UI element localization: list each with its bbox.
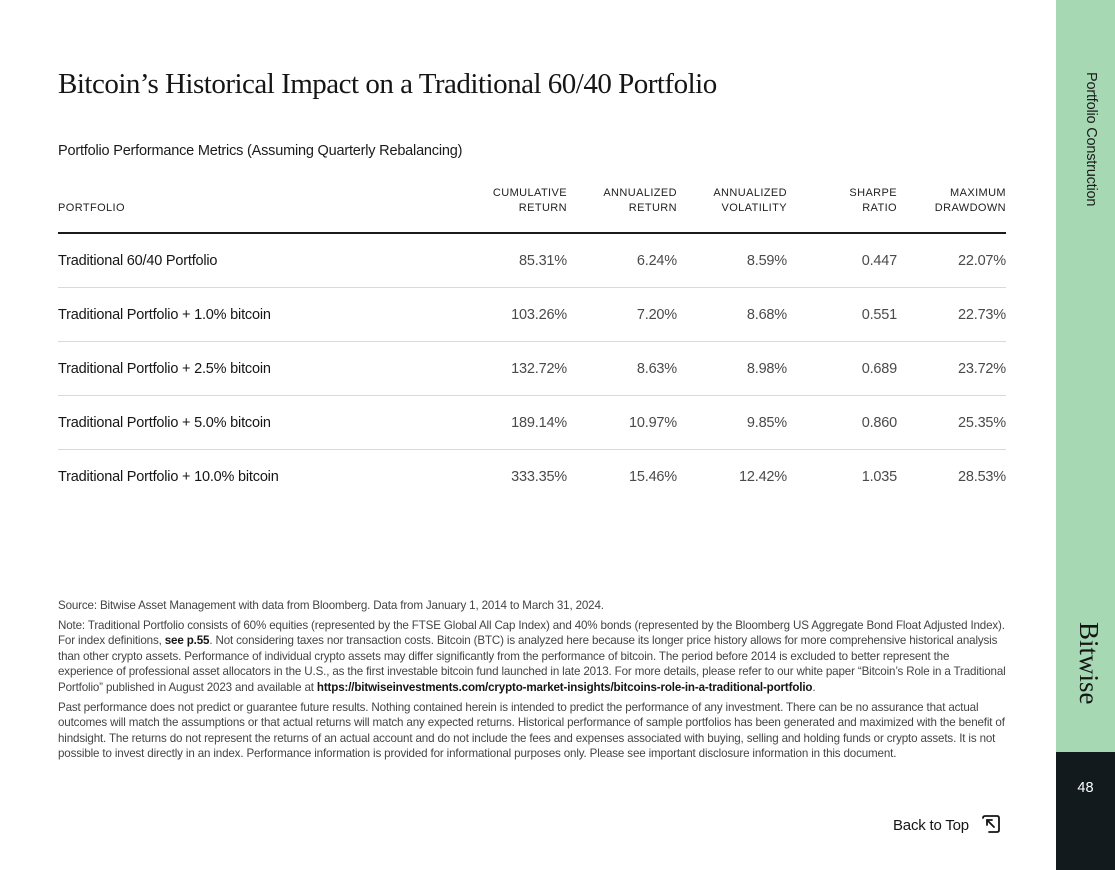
header-portfolio <box>58 186 457 233</box>
header-line: RATIO <box>862 202 897 214</box>
portfolio-name: Traditional Portfolio + 5.0% bitcoin <box>58 396 457 450</box>
header-line: VOLATILITY <box>721 202 787 214</box>
footnotes <box>58 598 1006 766</box>
header-line: RETURN <box>518 202 567 214</box>
header-line: SHARPE <box>849 187 897 199</box>
note-text: Note: Traditional Portfolio consists of 60% equities (represented by the FTSE Global All Cap Index) and 40% bonds (represented by the Bloomberg US Aggregate Bond Float Adjusted Index). For index definitions, <box>58 618 1005 648</box>
methodology-note <box>58 618 1006 696</box>
maximum-drawdown-value: 22.07% <box>897 233 1006 288</box>
header-line: PORTFOLIO <box>58 202 125 214</box>
back-to-top-label: Back to Top <box>893 816 969 834</box>
sharpe-ratio-value: 0.447 <box>787 233 897 288</box>
sharpe-ratio-value: 0.689 <box>787 342 897 396</box>
annualized-volatility-value: 8.59% <box>677 233 787 288</box>
cumulative-return-value: 132.72% <box>457 342 567 396</box>
maximum-drawdown-value: 28.53% <box>958 468 1006 485</box>
page-number-box <box>1056 752 1115 870</box>
portfolio-name: Traditional Portfolio + 2.5% bitcoin <box>58 342 457 396</box>
note-text: . Not considering taxes nor transaction costs. Bitcoin (BTC) is analyzed here because its longer price history allows for more comprehensive historical analysis than other crypto assets. Performance of individual crypto assets may differ significantly from the performance of bitcoin. The period before 2014 is excluded to better represent the experience of professional asset allocators in the U.S., as the first investable bitcoin fund launched in late 2013. For more details, please refer to our white paper “Bitcoin’s Role in a Traditional Portfolio” published in August 2023 and available at <box>58 634 1006 694</box>
table-row <box>58 342 1006 396</box>
section-label[interactable]: Portfolio Construction <box>1083 72 1099 207</box>
table-row <box>58 233 1006 288</box>
portfolio-name: Traditional Portfolio + 1.0% bitcoin <box>58 288 457 342</box>
header-line: RETURN <box>628 202 677 214</box>
annualized-volatility-value: 8.68% <box>677 288 787 342</box>
page-title: Bitcoin’s Historical Impact on a Traditional 60/40 Portfolio <box>58 68 717 100</box>
annualized-return-value: 8.63% <box>567 342 677 396</box>
header-line: MAXIMUM <box>950 187 1006 199</box>
header-annualized-volatility <box>677 186 787 233</box>
white-paper-link[interactable]: https://bitwiseinvestments.com/crypto-market-insights/bitcoins-role-in-a-traditional-portfolio <box>316 680 813 694</box>
cumulative-return-value: 85.31% <box>457 233 567 288</box>
annualized-volatility-value: 12.42% <box>739 468 787 485</box>
annualized-return-value: 15.46% <box>629 468 677 485</box>
annualized-volatility-value: 9.85% <box>677 396 787 450</box>
header-line: ANNUALIZED <box>713 187 787 199</box>
table-title: Portfolio Performance Metrics (Assuming Quarterly Rebalancing) <box>58 143 463 159</box>
brand-logo: Bitwise <box>1074 622 1104 705</box>
performance-metrics-table <box>58 186 1006 503</box>
header-line: ANNUALIZED <box>603 187 677 199</box>
table-row <box>58 450 1006 504</box>
header-cumulative-return <box>457 186 567 233</box>
sharpe-ratio-value: 1.035 <box>861 468 897 485</box>
maximum-drawdown-value: 23.72% <box>897 342 1006 396</box>
portfolio-name: Traditional Portfolio + 10.0% bitcoin <box>58 468 279 485</box>
annualized-volatility-value: 8.98% <box>677 342 787 396</box>
cumulative-return-value: 103.26% <box>457 288 567 342</box>
sharpe-ratio-value: 0.860 <box>787 396 897 450</box>
disclaimer-note: Past performance does not predict or guarantee future results. Nothing contained herein is intended to predict the performance of any investment. There can be no assurance that actual outcomes will match the assumptions or that actual returns will match any expected returns. Historical performance of sample portfolios has been generated and maximized with the benefit of hindsight. The returns do not represent the returns of an actual account and do not include the fees and expenses associated with buying, selling and holding funds or crypto assets. It is not possible to invest directly in an index. Performance information is provided for informational purposes only. Please see important disclosure information in this document. <box>58 700 1005 761</box>
annualized-return-value: 10.97% <box>567 396 677 450</box>
sharpe-ratio-value: 0.551 <box>787 288 897 342</box>
note-text: . <box>812 680 816 694</box>
header-maximum-drawdown <box>897 186 1006 233</box>
maximum-drawdown-value: 25.35% <box>897 396 1006 450</box>
header-line: DRAWDOWN <box>934 202 1006 214</box>
maximum-drawdown-value: 22.73% <box>897 288 1006 342</box>
source-note: Source: Bitwise Asset Management with data from Bloomberg. Data from January 1, 2014 to March 31, 2024. <box>58 599 604 612</box>
arrow-up-left-box-icon <box>980 814 1002 836</box>
table-header-row <box>58 186 1006 233</box>
table-row <box>58 288 1006 342</box>
header-annualized-return <box>567 186 677 233</box>
portfolio-name: Traditional 60/40 Portfolio <box>58 233 457 288</box>
header-sharpe-ratio <box>787 186 897 233</box>
header-line: CUMULATIVE <box>492 187 567 199</box>
cumulative-return-value: 333.35% <box>511 468 567 485</box>
table-row <box>58 396 1006 450</box>
annualized-return-value: 6.24% <box>567 233 677 288</box>
annualized-return-value: 7.20% <box>567 288 677 342</box>
back-to-top-link[interactable] <box>893 813 1002 837</box>
page-reference-link[interactable]: see p.55 <box>164 634 210 648</box>
cumulative-return-value: 189.14% <box>457 396 567 450</box>
page-number: 48 <box>1077 780 1094 796</box>
